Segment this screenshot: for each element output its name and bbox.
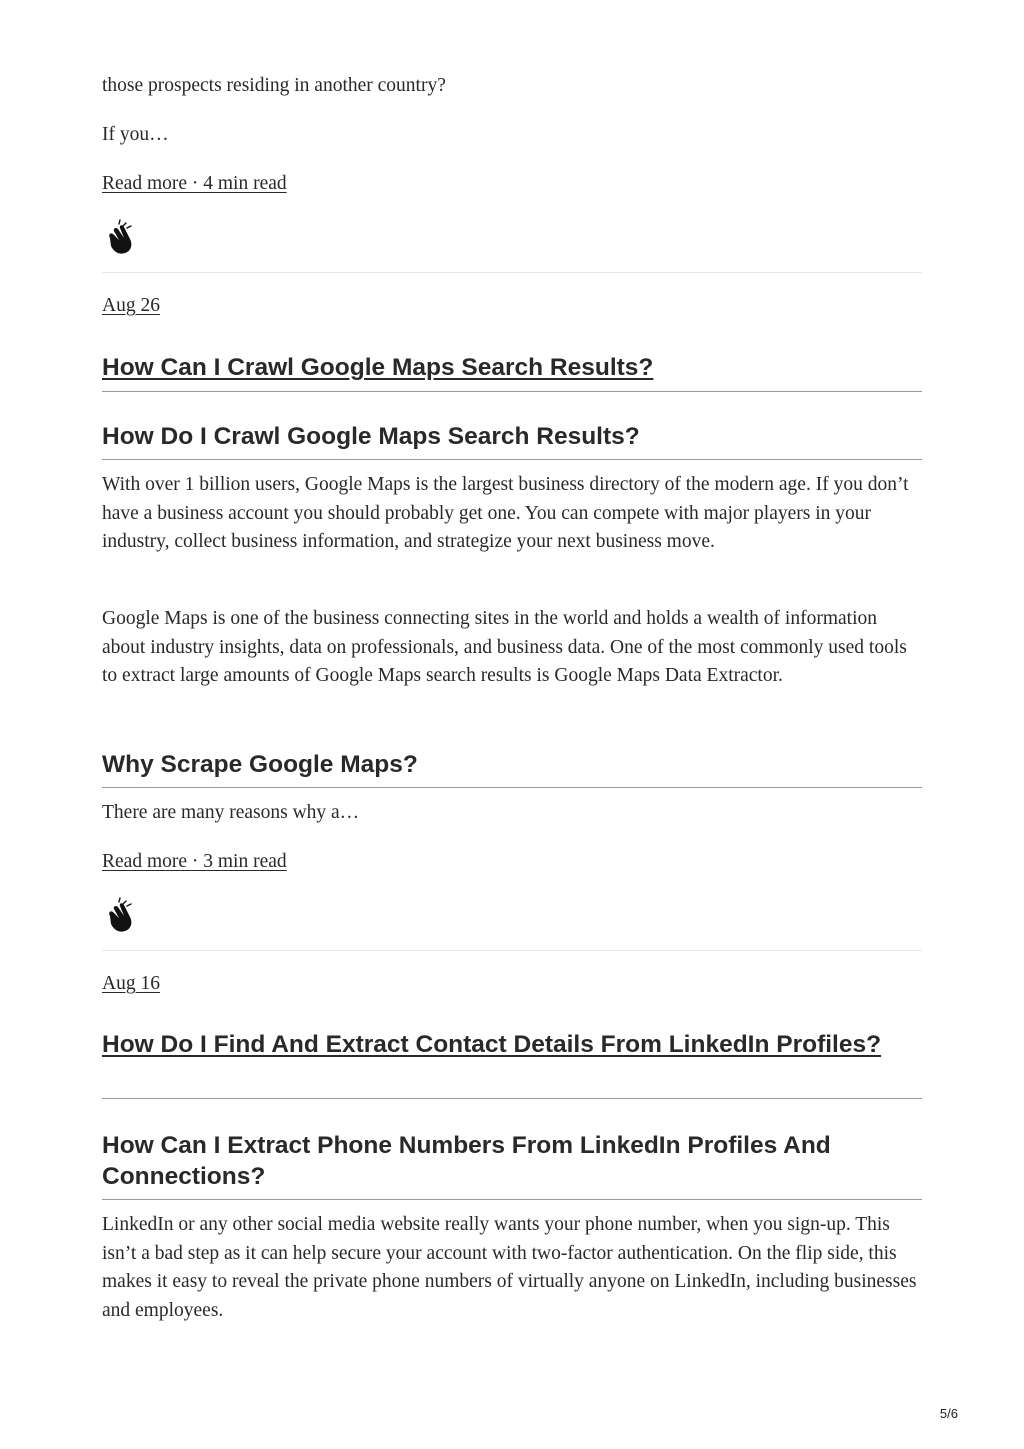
- post-date-link[interactable]: Aug 26: [102, 295, 160, 316]
- post-title: [102, 1029, 922, 1060]
- read-more-link[interactable]: Read more · 3 min read: [102, 851, 287, 872]
- title-rule: [102, 391, 922, 392]
- heading-rule: [102, 1199, 922, 1200]
- title-rule: [102, 1098, 922, 1099]
- intro-truncated-text: If you…: [102, 124, 169, 145]
- post-date-link[interactable]: Aug 16: [102, 973, 160, 994]
- post-title-link[interactable]: How Can I Crawl Google Maps Search Results?: [102, 354, 654, 381]
- paragraph: LinkedIn or any other social media website really wants your phone number, when you sign-up. This isn’t a bad step as it can help secure your account with two-factor authentication. On the flip side, this makes it easy to reveal the private phone numbers of virtually anyone on LinkedIn, including businesses and employees.: [102, 1214, 917, 1321]
- post-title-link[interactable]: How Do I Find And Extract Contact Details From LinkedIn Profiles?: [102, 1031, 882, 1058]
- truncated-paragraph: There are many reasons why a…: [102, 802, 360, 823]
- paragraph: With over 1 billion users, Google Maps is the largest business directory of the modern age. If you don’t have a business account you should probably get one. You can compete with major players in your industry, collect business information, and strategize your next business move.: [102, 474, 909, 552]
- clap-icon[interactable]: [102, 218, 140, 256]
- section-heading: How Can I Extract Phone Numbers From LinkedIn Profiles And Connections?: [102, 1132, 831, 1190]
- page-number: 5/6: [939, 1406, 958, 1421]
- heading-rule: [102, 459, 922, 460]
- intro-text: those prospects residing in another country?: [102, 75, 446, 96]
- post-divider: [102, 272, 922, 273]
- paragraph: Google Maps is one of the business connecting sites in the world and holds a wealth of information about industry insights, data on professionals, and business data. One of the most commonly used tools to extract large amounts of Google Maps search results is Google Maps Data Extractor.: [102, 608, 907, 686]
- post-divider: [102, 950, 922, 951]
- read-more-link[interactable]: Read more · 4 min read: [102, 173, 287, 194]
- heading-rule: [102, 787, 922, 788]
- post-title: [102, 352, 922, 383]
- section-heading: How Do I Crawl Google Maps Search Results?: [102, 423, 640, 450]
- clap-icon[interactable]: [102, 896, 140, 934]
- section-heading: Why Scrape Google Maps?: [102, 751, 418, 778]
